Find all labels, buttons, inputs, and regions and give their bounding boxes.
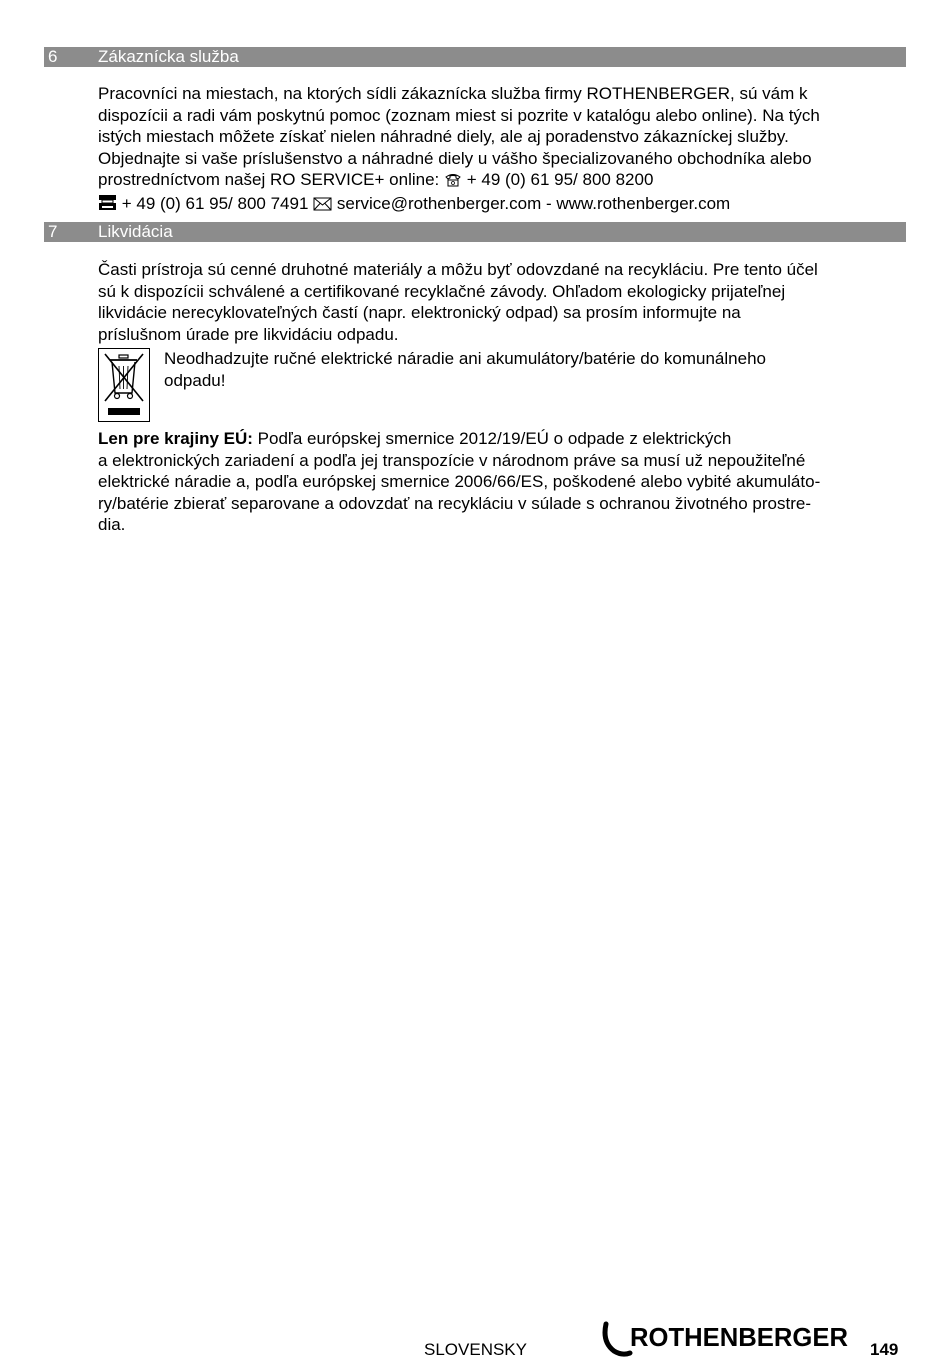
text-line-contact [98,193,906,217]
eu-paragraph [98,428,906,536]
text-line: odpadu! [164,371,226,390]
email-and-website: service@rothenberger.com - www.rothenberger.com [336,193,731,213]
section-6-header [44,47,906,67]
text-line-service [98,169,906,193]
text-line: príslušnom úrade pre likvidáciu odpadu. [98,324,399,344]
fax-number: + 49 (0) 61 95/ 800 7491 [121,193,309,213]
phone-number: + 49 (0) 61 95/ 800 8200 [466,170,654,190]
eu-first-line: Podľa európskej smernice 2012/19/EÚ o odpade z elektrických [257,429,732,448]
fax-icon [98,194,117,217]
brand-text: ROTHENBERGER [630,1322,849,1352]
weee-warning [164,348,904,392]
section-number: 7 [48,222,58,241]
footer-language: SLOVENSKY [424,1340,527,1359]
phone-icon [444,171,462,193]
section-7-header [44,222,906,242]
text-line: ry/batérie zbierať separovane a odovzdať na recykláciu v súlade s ochranou životného prostre- [98,493,811,513]
service-text: prostredníctvom našej RO SERVICE+ online: [98,170,440,190]
section-number: 6 [48,47,58,66]
weee-bin-icon [98,348,150,422]
text-line: a elektronických zariadení a podľa jej transpozície v národnom práve sa musí už nepoužiteľné [98,450,806,470]
text-line: dispozícii a radi vám poskytnú pomoc (zoznam miest si pozrite v katalógu alebo online). Na tých [98,105,820,125]
text-line: dia. [98,515,126,535]
section-title: Zákaznícka služba [98,47,239,66]
page-number: 149 [870,1340,899,1359]
text-line: likvidácie nerecyklovateľných častí (napr. elektronický odpad) sa prosím informujte na [98,303,741,323]
text-line: Objednajte si vaše príslušenstvo a náhradné diely u vášho špecializovaného obchodníka alebo [98,148,812,168]
eu-label: Len pre krajiny EÚ: [98,429,253,448]
disposal-paragraph [98,259,906,345]
text-line: istých miestach môžete získať nielen náhradné diely, ale aj poradenstvo zákazníckej služby. [98,127,789,147]
text-line: Pracovníci na miestach, na ktorých sídli zákaznícka služba firmy ROTHENBERGER, sú vám k [98,84,808,103]
mail-icon [313,195,332,217]
text-line: Neodhadzujte ručné elektrické náradie ani akumulátory/batérie do komunálneho [164,349,766,368]
text-line: sú k dispozícii schválené a certifikované recyklačné závody. Ohľadom ekologicky prijateľnej [98,281,786,301]
text-line: Časti prístroja sú cenné druhotné materiály a môžu byť odovzdané na recykláciu. Pre tento účel [98,260,818,279]
text-line-eu [98,428,906,450]
customer-service-paragraph [98,83,906,217]
text-line: elektrické náradie a, podľa európskej smernice 2006/66/ES, poškodené alebo vybité akumuláto- [98,472,821,492]
rothenberger-logo [600,1320,856,1360]
section-title: Likvidácia [98,222,173,241]
